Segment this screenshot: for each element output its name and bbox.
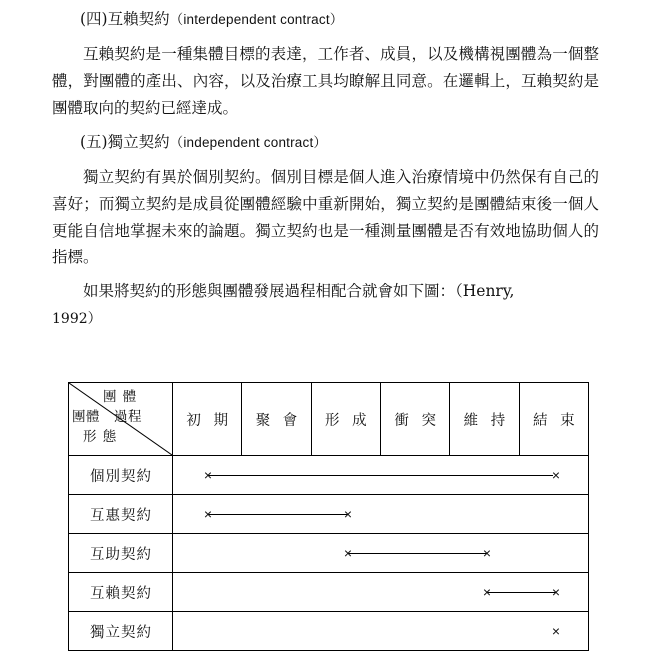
corner-label-middle: 團體 過程: [72, 409, 142, 425]
row-track-inner-3: [173, 573, 588, 611]
table-corner-cell: [69, 383, 173, 456]
column-header-0: 初 期: [173, 383, 242, 456]
section-body-5: 獨立契約有異於個別契約。個別目標是個人進入治療情境中仍然保有自己的喜好；而獨立契約是成員從團體經驗中重新開始，獨立契約是團體結束後一個人更能自信地掌握未來的論題。獨立契約也是一種測量團體是否有效地協助個人的指標。: [52, 168, 599, 267]
row-track-inner-4: [173, 612, 588, 650]
mark-start-2: ×: [343, 545, 353, 561]
mark-start-1: ×: [203, 506, 213, 522]
row-label-0: 個別契約: [69, 456, 173, 495]
table-row: [69, 612, 589, 651]
table-row: [69, 456, 589, 495]
section-title-en-5: （independent contract）: [169, 135, 328, 151]
section-title-zh-4: 互賴契約: [107, 10, 170, 28]
row-track-inner-1: [173, 495, 588, 533]
corner-label-top: 團 體: [103, 389, 138, 405]
mark-end-3: ×: [551, 584, 561, 600]
mark-end-4: ×: [551, 623, 561, 639]
section-marker-5: (五): [80, 133, 108, 152]
row-track-inner-0: [173, 456, 588, 494]
chart-table: [68, 382, 589, 651]
mark-start-3: ×: [482, 584, 492, 600]
column-header-1: 聚 會: [242, 383, 311, 456]
section-title-en-4: （interdependent contract）: [169, 12, 344, 27]
closing-paragraph: [0, 278, 651, 305]
column-header-2: 形 成: [311, 383, 380, 456]
column-header-4: 維 持: [450, 383, 519, 456]
table-row: [69, 573, 589, 612]
mark-start-0: ×: [203, 467, 213, 483]
span-line-2: [348, 553, 487, 554]
closing-citation: 1992）: [52, 310, 102, 327]
mark-end-1: ×: [343, 506, 353, 522]
section-marker-4: (四): [80, 10, 108, 28]
span-line-0: [208, 475, 553, 476]
row-track-3: [173, 573, 589, 612]
closing-citation-line: [0, 305, 651, 332]
row-track-4: [173, 612, 589, 651]
row-track-2: [173, 534, 589, 573]
table-row: [69, 495, 589, 534]
table-header-row: [69, 383, 589, 456]
section-title-zh-5: 獨立契約: [107, 133, 170, 152]
span-line-1: [208, 514, 348, 515]
section-heading-5: [0, 131, 651, 154]
contract-stage-table: [68, 382, 589, 651]
mark-end-2: ×: [482, 545, 492, 561]
closing-text: 如果將契約的形態與團體發展過程相配合就會如下圖：（Henry,: [83, 282, 515, 301]
section-heading-4: [0, 8, 651, 31]
section-body-4: 互賴契約是一種集體目標的表達，工作者、成員，以及機構視團體為一個整體，對團體的產出、內容，以及治療工具均瞭解且同意。在邏輯上，互賴契約是團體取向的契約已經達成。: [52, 45, 599, 117]
column-header-3: 衝 突: [380, 383, 449, 456]
row-label-4: 獨立契約: [69, 612, 173, 651]
column-header-5: 結 束: [519, 383, 588, 456]
row-track-0: [173, 456, 589, 495]
mark-end-0: ×: [551, 467, 561, 483]
corner-label-bottom: 形 態: [83, 429, 118, 445]
row-track-inner-2: [173, 534, 588, 572]
row-label-1: 互惠契約: [69, 495, 173, 534]
document-page: [0, 8, 651, 659]
table-row: [69, 534, 589, 573]
row-label-2: 互助契約: [69, 534, 173, 573]
row-track-1: [173, 495, 589, 534]
row-label-3: 互賴契約: [69, 573, 173, 612]
span-line-3: [487, 592, 556, 593]
